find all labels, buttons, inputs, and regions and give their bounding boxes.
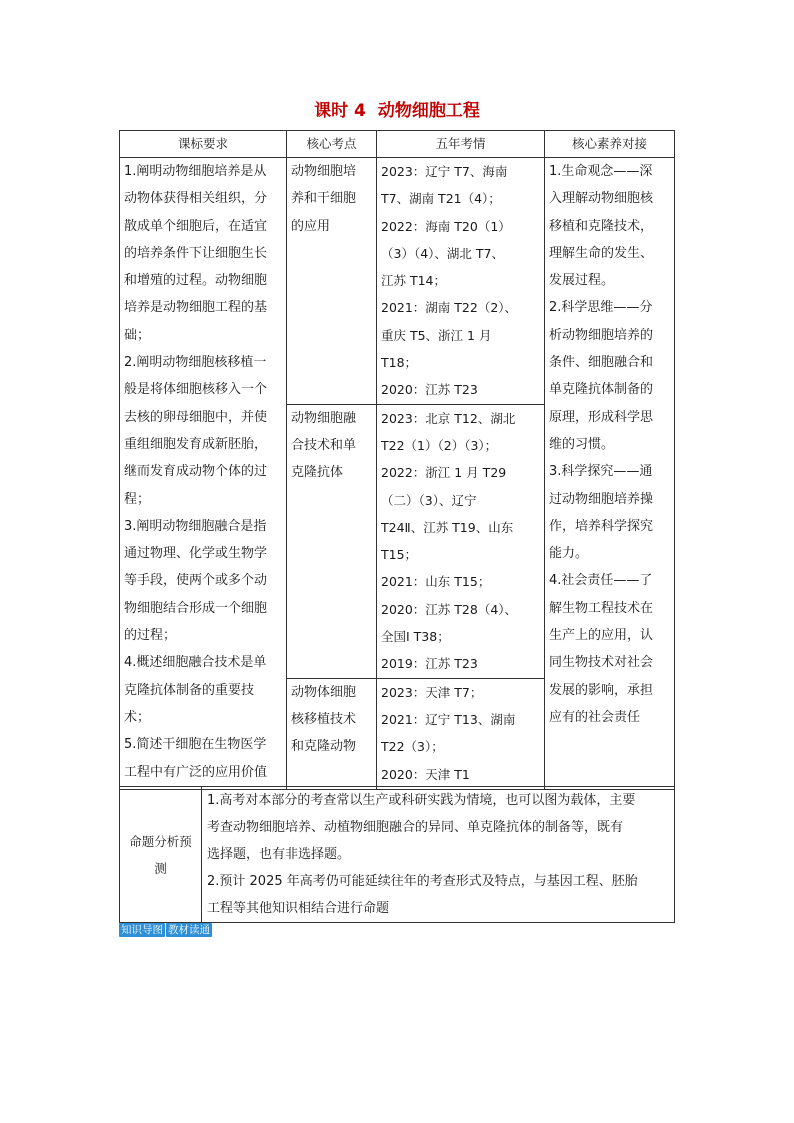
text-line: 3.阐明动物细胞融合是指 — [124, 518, 267, 534]
text-line: 3.科学探究——通 — [549, 464, 653, 480]
text-line: 维的习惯。 — [549, 436, 615, 452]
text-line: 去核的卵母细胞中，并使 — [124, 409, 268, 425]
exam-history-cell — [377, 404, 545, 678]
section-tags — [119, 923, 212, 937]
text-line: 移植和克隆技术， — [549, 218, 654, 234]
text-line: 5.简述干细胞在生物医学 — [124, 737, 267, 753]
core-literacy-cell — [545, 158, 675, 790]
text-line: 考查动物细胞培养、动植物细胞融合的异同、单克隆抗体的制备等，既有 — [207, 820, 624, 835]
text-line: 2021：辽宁 T13、湖南 — [381, 711, 516, 727]
table-header-row — [120, 131, 675, 158]
header-requirements: 课标要求 — [120, 131, 287, 158]
core-point-cell — [287, 158, 377, 405]
table-row — [120, 787, 675, 923]
text-line: 原理，形成科学思 — [549, 409, 654, 425]
text-line: 克隆抗体制备的重要技 — [124, 682, 255, 698]
text-line: 2.阐明动物细胞核移植一 — [124, 355, 267, 371]
text-line: 的应用 — [291, 218, 331, 234]
text-line: 应有的社会责任 — [549, 709, 641, 725]
prediction-label — [120, 787, 202, 923]
text-line: 培养是动物细胞工程的基 — [124, 300, 268, 316]
lesson-number: 课时 4 — [314, 101, 366, 121]
page-title — [0, 96, 794, 121]
text-line: T22（3）； — [381, 739, 444, 755]
text-line: T18； — [381, 355, 418, 371]
text-line: 继而发育成动物个体的过 — [124, 464, 268, 480]
text-line: 2020：天津 T1 — [381, 766, 470, 782]
text-line: 2023：天津 T7； — [381, 684, 483, 700]
header-exam-history: 五年考情 — [377, 131, 545, 158]
text-line: 生产上的应用，认 — [549, 628, 654, 644]
tag-textbook-reading[interactable]: 教材读通 — [168, 924, 210, 936]
text-line: 过动物细胞培养操 — [549, 491, 654, 507]
text-line: 2021：山东 T15； — [381, 574, 491, 590]
text-line: 发展过程。 — [549, 273, 615, 289]
text-line: 选择题，也有非选择题。 — [207, 847, 351, 862]
text-line: 析动物细胞培养的 — [549, 327, 654, 343]
prediction-table — [119, 786, 675, 923]
core-point-cell — [287, 404, 377, 678]
lesson-title: 动物细胞工程 — [377, 101, 480, 121]
text-line: 2.科学思维——分 — [549, 300, 653, 316]
text-line: 通过物理、化学或生物学 — [124, 546, 268, 562]
text-line: 条件、细胞融合和 — [549, 355, 654, 371]
text-line: 合技术和单 — [291, 437, 357, 453]
header-core-literacy: 核心素养对接 — [545, 131, 675, 158]
text-line: 动物细胞融 — [291, 410, 357, 426]
text-line: 和增殖的过程。动物细胞 — [124, 273, 268, 289]
text-line: 1.生命观念——深 — [549, 164, 653, 179]
text-line: 和克隆动物 — [291, 739, 357, 755]
text-line: 2020：江苏 T28（4）、 — [381, 601, 518, 617]
text-line: 础； — [124, 327, 151, 343]
text-line: 工程等其他知识相结合进行命题 — [207, 901, 390, 916]
table-row — [120, 158, 675, 405]
text-line: 2023：北京 T12、湖北 — [381, 410, 516, 426]
text-line: 的培养条件下让细胞生长 — [124, 245, 268, 261]
text-line: （3）（4）、湖北 T7、 — [381, 245, 504, 261]
tag-knowledge-map[interactable]: 知识导图 — [121, 924, 163, 936]
core-point-cell — [287, 678, 377, 789]
text-line: 工程中有广泛的应用价值 — [124, 764, 268, 780]
prediction-content — [202, 787, 675, 923]
text-line: 养和干细胞 — [291, 191, 357, 207]
text-line: 发展的影响，承担 — [549, 682, 654, 698]
text-line: 测 — [154, 860, 167, 876]
text-line: 2022：浙江 1 月 T29 — [381, 465, 507, 481]
requirements-cell — [120, 158, 287, 790]
header-core-points: 核心考点 — [287, 131, 377, 158]
text-line: 重庆 T5、浙江 1 月 — [381, 327, 492, 343]
text-line: 4.概述细胞融合技术是单 — [124, 655, 267, 671]
text-line: 动物细胞培 — [291, 164, 357, 179]
text-line: 2023：辽宁 T7、海南 — [381, 164, 508, 179]
text-line: 全国Ⅰ T38； — [381, 629, 450, 645]
text-line: 物细胞结合形成一个细胞 — [124, 600, 268, 616]
text-line: 般是将体细胞核移入一个 — [124, 382, 268, 398]
text-line: 1.高考对本部分的考查常以生产或科研实践为情境，也可以图为载体，主要 — [207, 793, 636, 808]
text-line: 2020：江苏 T23 — [381, 382, 478, 398]
exam-history-cell — [377, 678, 545, 789]
text-line: T22（1）（2）（3）； — [381, 437, 498, 453]
text-line: 克隆抗体 — [291, 465, 344, 481]
text-line: 2.预计 2025 年高考仍可能延续往年的考查形式及特点，与基因工程、胚胎 — [207, 874, 638, 889]
text-line: 江苏 T14； — [381, 273, 447, 289]
text-line: 重组细胞发育成新胚胎， — [124, 436, 268, 452]
text-line: 术； — [124, 709, 151, 725]
text-line: 程； — [124, 491, 151, 507]
text-line: 作，培养科学探究 — [549, 518, 654, 534]
text-line: 动物体获得相关组织，分 — [124, 191, 268, 207]
text-line: 动物体细胞 — [291, 684, 357, 700]
text-line: 2019：江苏 T23 — [381, 656, 478, 672]
text-line: 等手段，使两个或多个动 — [124, 573, 268, 589]
text-line: 同生物技术对社会 — [549, 655, 654, 671]
text-line: 2021：湖南 T22（2）、 — [381, 300, 518, 316]
text-line: T7、湖南 T21（4）； — [381, 191, 501, 207]
text-line: 4.社会责任——了 — [549, 573, 653, 589]
text-line: 命题分析预 — [129, 833, 192, 849]
text-line: 解生物工程技术在 — [549, 600, 654, 616]
text-line: T24Ⅱ、江苏 T19、山东 — [381, 519, 514, 535]
text-line: 2022：海南 T20（1） — [381, 218, 511, 234]
text-line: 的过程； — [124, 628, 177, 644]
exam-history-cell — [377, 158, 545, 405]
text-line: 入理解动物细胞核 — [549, 191, 654, 207]
text-line: 能力。 — [549, 546, 589, 562]
text-line: 1.阐明动物细胞培养是从 — [124, 164, 267, 179]
curriculum-table — [119, 130, 675, 790]
text-line: （二）（3）、辽宁 — [381, 492, 477, 508]
text-line: 单克隆抗体制备的 — [549, 382, 654, 398]
text-line: T15； — [381, 547, 418, 563]
text-line: 核移植技术 — [291, 711, 357, 727]
text-line: 理解生命的发生、 — [549, 245, 654, 261]
text-line: 散成单个细胞后，在适宜 — [124, 218, 268, 234]
